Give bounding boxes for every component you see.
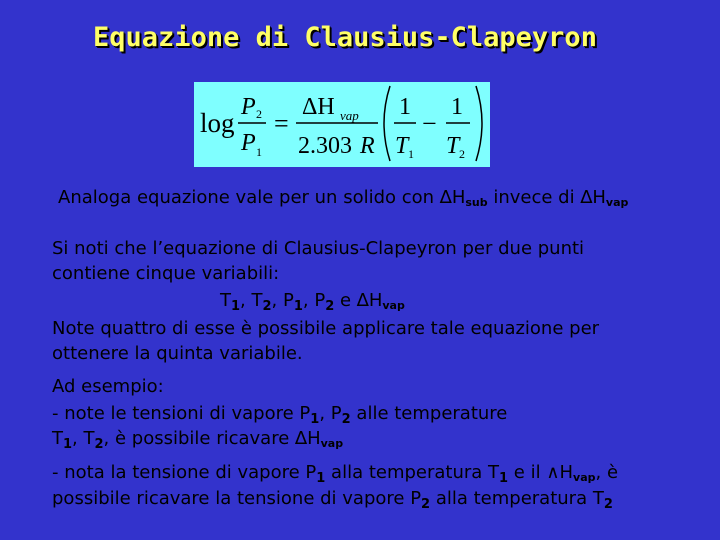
formula-p2-sub: 2: [256, 107, 262, 121]
example-text: alla temperatura T: [325, 462, 500, 483]
formula-t2: T: [446, 133, 460, 159]
formula-vap-sub: vap: [340, 108, 359, 123]
comma: ,: [302, 290, 315, 311]
example-text: , P: [319, 403, 342, 424]
example-text: alla temperatura T: [430, 488, 604, 509]
conjunction: e: [334, 290, 357, 311]
subscript: 2: [421, 497, 431, 512]
formula-log: log: [200, 108, 235, 138]
paragraph-line: contiene cinque variabili:: [52, 263, 280, 284]
example-line: [52, 462, 618, 490]
subscript: 1: [310, 412, 320, 427]
formula-p1: P: [241, 130, 256, 156]
var-t: T: [251, 290, 263, 311]
sub-subscript: sub: [465, 196, 488, 209]
example-line: [52, 488, 613, 516]
formula-constant: 2.303: [298, 133, 352, 159]
paragraph-line: Si noti che l’equazione di Clausius-Clapeyron per due punti: [52, 238, 585, 259]
var-t: T: [83, 428, 95, 449]
subscript: 1: [499, 471, 509, 486]
delta-h: ∧H: [546, 462, 574, 483]
delta-h: ∆H: [295, 428, 321, 449]
subscript: 2: [341, 412, 351, 427]
formula-left-paren: [384, 86, 390, 161]
formula-delta-h: ΔH: [302, 94, 335, 120]
subscript: 2: [94, 437, 104, 452]
example-text: - note le tensioni di vapore P: [52, 403, 311, 424]
formula-equals: =: [274, 109, 289, 138]
example-heading: Ad esempio:: [52, 376, 164, 397]
example-line: [52, 428, 343, 456]
vap-subscript: vap: [382, 299, 405, 312]
subscript: 1: [293, 299, 303, 314]
paragraph-line: ottenere la quinta variabile.: [52, 343, 303, 364]
comma: ,: [271, 290, 283, 311]
formula-p2: P: [241, 94, 256, 120]
formula-box: [194, 82, 490, 167]
example-text: - nota la tensione di vapore P: [52, 462, 317, 483]
example-line: [52, 403, 507, 431]
variables-list: [220, 290, 405, 318]
formula-t1: T: [395, 133, 409, 159]
subscript: 2: [603, 497, 613, 512]
formula-one: 1: [399, 94, 411, 120]
vap-subscript: vap: [320, 437, 344, 450]
var-p: P: [314, 290, 326, 311]
var-t: T: [220, 290, 231, 311]
delta-h: ∆H: [439, 187, 466, 208]
analog-text: Analoga equazione vale per un solido con: [58, 187, 440, 208]
formula-r: R: [360, 133, 375, 159]
example-text: , è: [595, 462, 619, 483]
formula-t1-sub: 1: [408, 147, 414, 161]
paragraph-line: Note quattro di esse è possibile applicare tale equazione per: [52, 318, 600, 339]
vap-subscript: vap: [605, 196, 629, 209]
subscript: 1: [63, 437, 73, 452]
subscript: 2: [325, 299, 335, 314]
var-p: P: [283, 290, 294, 311]
analog-text: invece di: [487, 187, 581, 208]
slide-title: Equazione di Clausius-Clapeyron: [93, 22, 597, 53]
formula-one: 1: [451, 94, 463, 120]
formula-right-paren: [476, 86, 482, 161]
example-text: , è possibile ricavare: [103, 428, 296, 449]
formula-t2-sub: 2: [459, 147, 465, 161]
formula-minus: −: [422, 109, 437, 138]
subscript: 1: [231, 299, 241, 314]
analog-equation-note: [58, 187, 628, 214]
subscript: 2: [262, 299, 272, 314]
var-t: T: [52, 428, 63, 449]
example-text: alle temperature: [350, 403, 508, 424]
formula-p1-sub: 1: [256, 145, 262, 159]
example-text: possibile ricavare la tensione di vapore P: [52, 488, 422, 509]
clausius-clapeyron-formula: [194, 82, 490, 167]
delta-h: ∆H: [580, 187, 606, 208]
example-text: e il: [508, 462, 547, 483]
subscript: 1: [316, 471, 326, 486]
delta-h: ∆H: [356, 290, 383, 311]
vap-subscript: vap: [573, 471, 596, 484]
comma: ,: [72, 428, 84, 449]
comma: ,: [240, 290, 252, 311]
